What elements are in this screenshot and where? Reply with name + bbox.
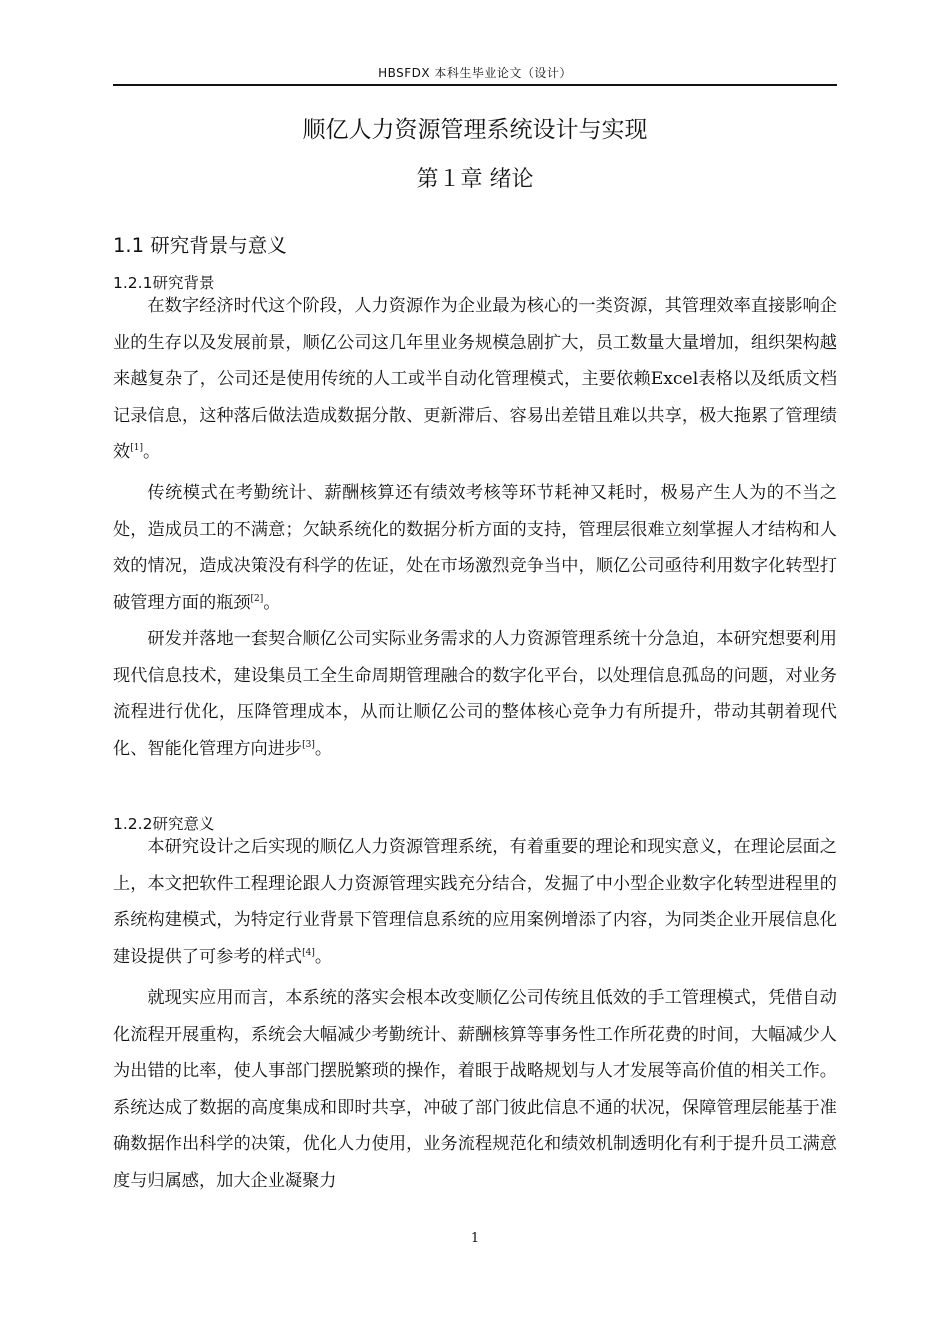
citation-ref: [4] [302, 947, 315, 958]
paragraph-tail: 。 [314, 738, 333, 759]
paragraph-background-1 [113, 288, 837, 471]
citation-ref: [3] [302, 739, 315, 750]
citation-ref: [2] [250, 593, 264, 604]
paragraph-background-2 [113, 475, 837, 621]
section-heading: 1.1 研究背景与意义 [113, 234, 287, 257]
paragraph-significance-1 [113, 829, 837, 975]
subsection-heading-background: 1.2.1研究背景 [113, 274, 215, 292]
paragraph-text: 本研究设计之后实现的顺亿人力资源管理系统，有着重要的理论和现实意义，在理论层面之上，本文把软件工程理论跟人力资源管理实践充分结合，发掘了中小型企业数字化转型进程里的系统构建模式，为特定行业背景下管理信息系统的应用案例增添了内容，为同类企业开展信息化建设提供了可参考的样式 [113, 837, 837, 967]
subsection-heading-significance: 1.2.2研究意义 [113, 815, 215, 833]
citation-ref: [1] [130, 443, 143, 453]
paragraph-tail: 。 [142, 442, 161, 462]
chapter-heading: 第１章 绪论 [416, 167, 534, 192]
paragraph-text: 传统模式在考勤统计、薪酬核算还有绩效考核等环节耗神又耗时，极易产生人为的不当之处，造成员工的不满意；欠缺系统化的数据分析方面的支持，管理层很难立刻掌握人才结构和人效的情况，造成决策没有科学的佐证，处在市场激烈竞争当中，顺亿公司亟待利用数字化转型打破管理方面的瓶颈 [113, 483, 837, 613]
page-number: 1 [470, 1231, 480, 1246]
header-divider [113, 84, 837, 86]
paragraph-tail: 。 [314, 946, 333, 967]
paragraph-text: 在数字经济时代这个阶段，人力资源作为企业最为核心的一类资源，其管理效率直接影响企业的生存以及发展前景，顺亿公司这几年里业务规模急剧扩大，员工数量大量增加，组织架构越来越复杂了，公司还是使用传统的人工或半自动化管理模式，主要依赖Excel表格以及纸质文档记录信息，这种落后做法造成数据分散、更新滞后、容易出差错且难以共享，极大拖累了管理绩效 [113, 296, 837, 462]
paragraph-significance-2 [113, 980, 837, 1199]
thesis-title: 顺亿人力资源管理系统设计与实现 [302, 117, 648, 143]
paragraph-text: 就现实应用而言，本系统的落实会根本改变顺亿公司传统且低效的手工管理模式，凭借自动化流程开展重构，系统会大幅减少考勤统计、薪酬核算等事务性工作所花费的时间，大幅减少人为出错的比率，使人事部门摆脱繁琐的操作，着眼于战略规划与人才发展等高价值的相关工作。系统达成了数据的高度集成和即时共享，冲破了部门彼此信息不通的状况，保障管理层能基于准确数据作出科学的决策，优化人力使用，业务流程规范化和绩效机制透明化有利于提升员工满意度与归属感，加大企业凝聚力 [113, 988, 837, 1191]
paragraph-background-3 [113, 621, 837, 767]
paragraph-tail: 。 [263, 592, 281, 613]
page-header: HBSFDX 本科生毕业论文（设计） [378, 66, 572, 80]
paragraph-text: 研发并落地一套契合顺亿公司实际业务需求的人力资源管理系统十分急迫，本研究想要利用现代信息技术，建设集员工全生命周期管理融合的数字化平台，以处理信息孤岛的问题，对业务流程进行优化，压降管理成本，从而让顺亿公司的整体核心竞争力有所提升，带动其朝着现代化、智能化管理方向进步 [113, 629, 837, 759]
